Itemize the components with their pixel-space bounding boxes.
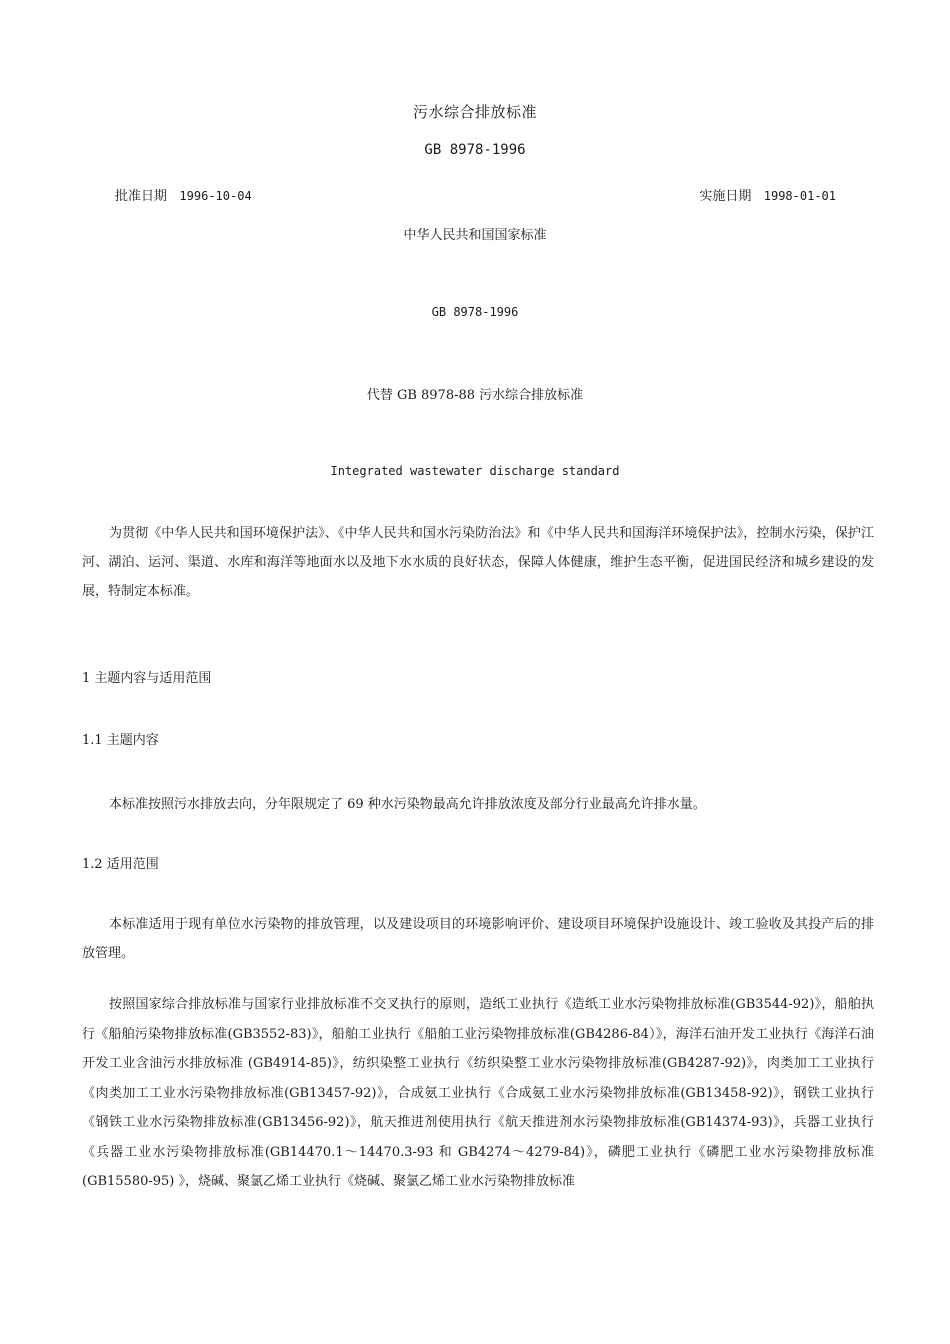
approval-date-value: 1996-10-04 — [179, 189, 252, 203]
intro-paragraph: 为贯彻《中华人民共和国环境保护法》、《中华人民共和国水污染防治法》和《中华人民共和国海洋环境保护法》，控制水污染，保护江河、湖泊、运河、渠道、水库和海洋等地面水以及地下水水质的良好状态，保障人体健康，维护生态平衡，促进国民经济和城乡建设的发展，特制定本标准。 — [82, 526, 874, 599]
replaces-line: 代替 GB 8978-88 污水综合排放标准 — [366, 388, 584, 403]
english-title: Integrated wastewater discharge standard — [330, 464, 620, 478]
section-heading-1: 1 主题内容与适用范围 — [82, 671, 212, 686]
section-heading-1-2: 1.2 适用范围 — [82, 857, 159, 872]
section-heading-1-1: 1.1 主题内容 — [82, 733, 159, 748]
scope-paragraph: 本标准适用于现有单位水污染物的排放管理，以及建设项目的环境影响评价、建设项目环境保护设施设计、竣工验收及其投产后的排放管理。 — [82, 917, 874, 961]
document-title: 污水综合排放标准 — [412, 103, 537, 121]
standard-code-mid: GB 8978-1996 — [431, 305, 519, 319]
standard-code-top: GB 8978-1996 — [424, 142, 526, 158]
execution-paragraph: 按照国家综合排放标准与国家行业排放标准不交叉执行的原则，造纸工业执行《造纸工业水污染物排放标准(GB3544-92)》，船舶执行《船舶污染物排放标准(GB3552-83)》，船舶工业执行《船舶工业污染物排放标准(GB4286-84）》，海洋石油开发工业执行《海洋石油开发工业含油污水排放标准 (GB4914-85)》，纺织染整工业执行《纺织染整工业水污染物排放标准(GB4287-92)》，肉类加工工业执行《肉类加工工业水污染物排放标准(GB13457-92)》，合成氨工业执行《合成氨工业水污染物排放标准(GB13458-92)》，钢铁工业执行《钢铁工业水污染物排放标准(GB13456-92)》，航天推进剂使用执行《航天推进剂水污染物排放标准(GB14374-93)》，兵器工业执行《兵器工业水污染物排放标准(GB14470.1～14470.3-93 和 GB4274～4279-84)》，磷肥工业执行《磷肥工业水污染物排放标准 (GB15580-95) 》，烧碱、聚氯乙烯工业执行《烧碱、聚氯乙烯工业水污染物排放标准 — [82, 997, 874, 1189]
approval-date-label: 批准日期 — [115, 189, 168, 204]
content-paragraph: 本标准按照污水排放去向，分年限规定了 69 种水污染物最高允许排放浓度及部分行业最高允许排水量。 — [109, 797, 706, 812]
implementation-date — [699, 185, 836, 204]
implementation-date-label: 实施日期 — [699, 189, 752, 204]
issuer-line: 中华人民共和国国家标准 — [403, 228, 547, 243]
date-row — [115, 185, 836, 204]
implementation-date-value: 1998-01-01 — [763, 189, 836, 203]
approval-date — [115, 185, 252, 204]
